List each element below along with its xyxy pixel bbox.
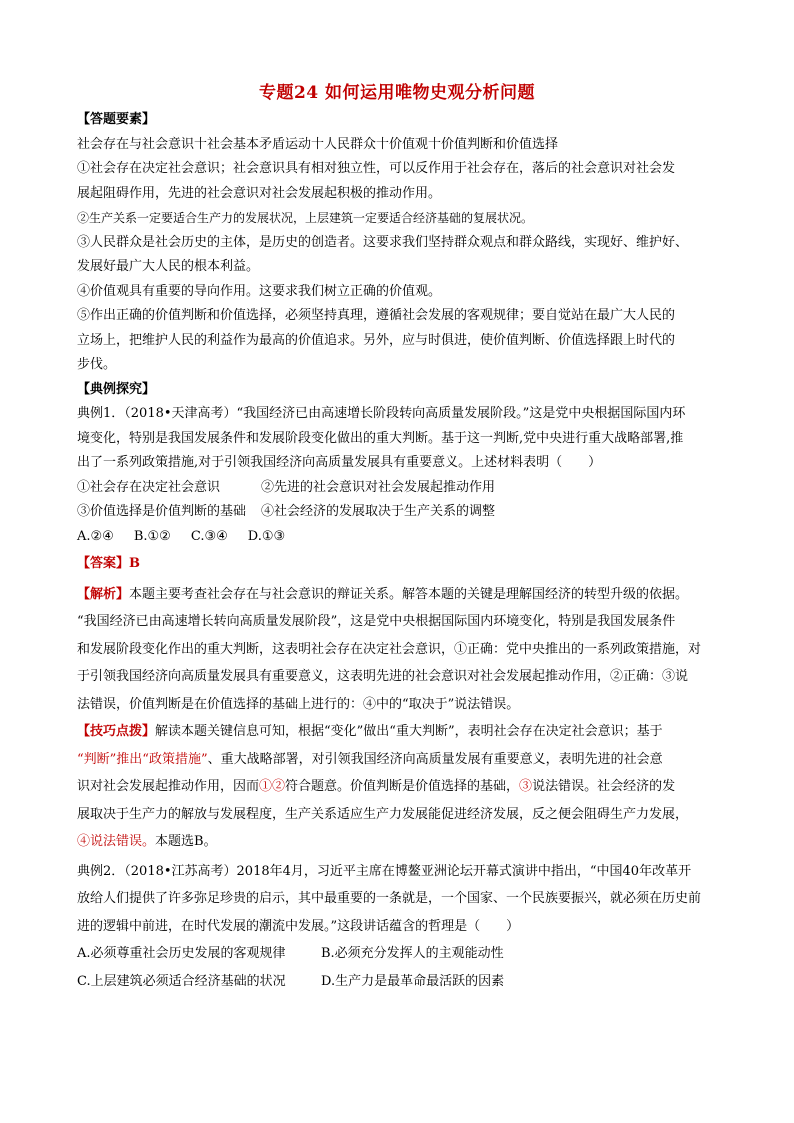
tip-line [77,746,737,774]
tip-text: 识对社会发展起推动作用，因而 [77,779,260,794]
point-line: 步伐。 [77,357,117,372]
point-line: ①社会存在决定社会意识；社会意识具有相对独立性，可以反作用于社会存在，落后的社会意识对社会发 [77,161,676,176]
example2 [77,858,737,996]
analysis-line: 和发展阶段变化作出的重大判断，这表明社会存在决定社会意识，①正确：党中央推出的一系列政策措施，对 [77,641,702,657]
example1-option: ②先进的社会意识对社会发展起推动作用 [261,479,496,495]
example1-option: ①社会存在决定社会意识 [77,479,221,495]
example2-option-a: A.必须尊重社会历史发展的客观规律 [77,946,286,961]
point-line: 立场上，把维护人民的利益作为最高的价值追求。另外，应与时俱进，使价值判断、价值选择跟上时代的 [77,332,676,348]
example2-options-row [77,968,737,996]
tip-text: 、重大战略部署，对引领我国经济向高质量发展有重要意义，表明先进的社会意 [207,751,663,767]
example1-option: ③价值选择是价值判断的基础 [77,504,247,519]
example1-analysis [77,581,737,719]
tip-highlight: ④说法错误。 [77,834,156,849]
tip-label: 【技巧点拨】 [77,724,156,739]
point-line: ⑤作出正确的价值判断和价值选择，必须坚持真理，遵循社会发展的客观规律；要自觉站在最广大人民的 [77,308,676,323]
analysis-line: “我国经济已由高速增长转向高质量发展阶段”，这是党中央根据国际国内环境变化，特别是我国发展条件 [77,614,676,629]
point-line: ④价值观具有重要的导向作用。这要求我们树立正确的价值观。 [77,283,442,299]
analysis-text: 本题主要考查社会存在与社会意识的辩证关系。解答本题的关键是理解国经济的转型升级的依据。 [129,586,689,602]
tip-line [77,718,737,746]
example1-choices [77,525,737,550]
example2-question-line: 典例2．（2018•江苏高考）2018年4月，习近平主席在博鳌亚洲论坛开幕式演讲中指出，“中国40年改革开 [77,863,692,879]
tip-highlight: “判断”推出“政策措施” [77,751,208,767]
tip-highlight: ③ [519,779,533,794]
point-line: ③人民群众是社会历史的主体，是历史的创造者。这要求我们坚持群众观点和群众路线，实现好、维护好、 [77,234,689,250]
example1-option: ④社会经济的发展取决于生产关系的调整 [261,504,496,519]
example1-question-line: 出了一系列政策措施,对于引领我国经济向高质量发展具有重要意义。上述材料表明（ ） [77,455,602,470]
tip-line [77,828,737,856]
tip-text: 符合题意。价值判断是价值选择的基础， [285,779,520,794]
analysis-label: 【解析】 [77,586,130,602]
tip-line: 展取决于生产力的解放与发展程度，生产关系适应生产力发展能促进经济发展，反之便会阻碍生产力发展， [77,806,689,822]
formula-line: 社会存在与社会意识十社会基本矛盾运动十人民群众十价值观十价值判断和价值选择 [77,136,559,152]
example2-option-b: B.必须充分发挥人的主观能动性 [321,946,504,961]
example1-answer: 【答案】B [77,556,140,571]
tip-text: 本题选B。 [155,834,217,849]
tip-highlight: ①② [259,779,286,794]
analysis-line: 于引领我国经济向高质量发展具有重要意义，这表明先进的社会意识对社会发展起推动作用，②正确：③说 [77,669,689,684]
example1-options-row [77,476,737,501]
example1-question-line: 境变化，特别是我国发展条件和发展阶段变化做出的重大判断。基于这一判断,党中央进行重大战略部署,推 [77,430,684,446]
analysis-line: 法错误，价值判断是在价值选择的基础上进行的：④中的“取决于”说法错误。 [77,696,520,712]
choice-b: B.①② [133,528,171,544]
point-line: ②生产关系一定要适合生产力的发展状况，上层建筑一定要适合经济基础的复展状况。 [77,211,534,225]
example1-options-row [77,500,737,525]
section-heading-examples: 【典例探究】 [77,381,156,397]
tip-line [77,773,737,801]
example2-options-row [77,940,737,968]
example1-tip [77,718,737,856]
analysis-first-line [77,581,737,609]
page-title: 专题24 如何运用唯物史观分析问题 [258,83,536,103]
tip-text: 说法错误。社会经济的发 [532,779,676,794]
choice-a: A.②④ [77,528,114,544]
point-line: 展起阻碍作用，先进的社会意识对社会发展起积极的推动作用。 [77,185,442,201]
section-heading-elements: 【答题要素】 [77,112,156,127]
example2-option-c: C.上层建筑必须适合经济基础的状况 [77,973,286,989]
example2-option-d: D.生产力是最革命最活跃的因素 [321,973,505,989]
choice-d: D.①③ [247,528,286,544]
point-line: 发展好最广大人民的根本利益。 [77,259,260,274]
tip-text: 解读本题关键信息可知，根据“变化”做出“重大判断”，表明社会存在决定社会意识；基于 [155,724,663,739]
choice-c: C.③④ [190,528,228,544]
document-body [77,108,737,995]
example2-question-line: 进的逻辑中前进，在时代发展的潮流中发展。”这段讲话蕴含的哲理是（ ） [77,918,520,934]
example2-question-line: 放给人们提供了许多弥足珍贵的启示，其中最重要的一条就是，一个国家、一个民族要振兴，就必须在历史前 [77,891,702,906]
example1-question-line: 典例1．（2018•天津高考）“我国经济已由高速增长阶段转向高质量发展阶段。”这是党中央根据国际国内环 [77,406,686,421]
